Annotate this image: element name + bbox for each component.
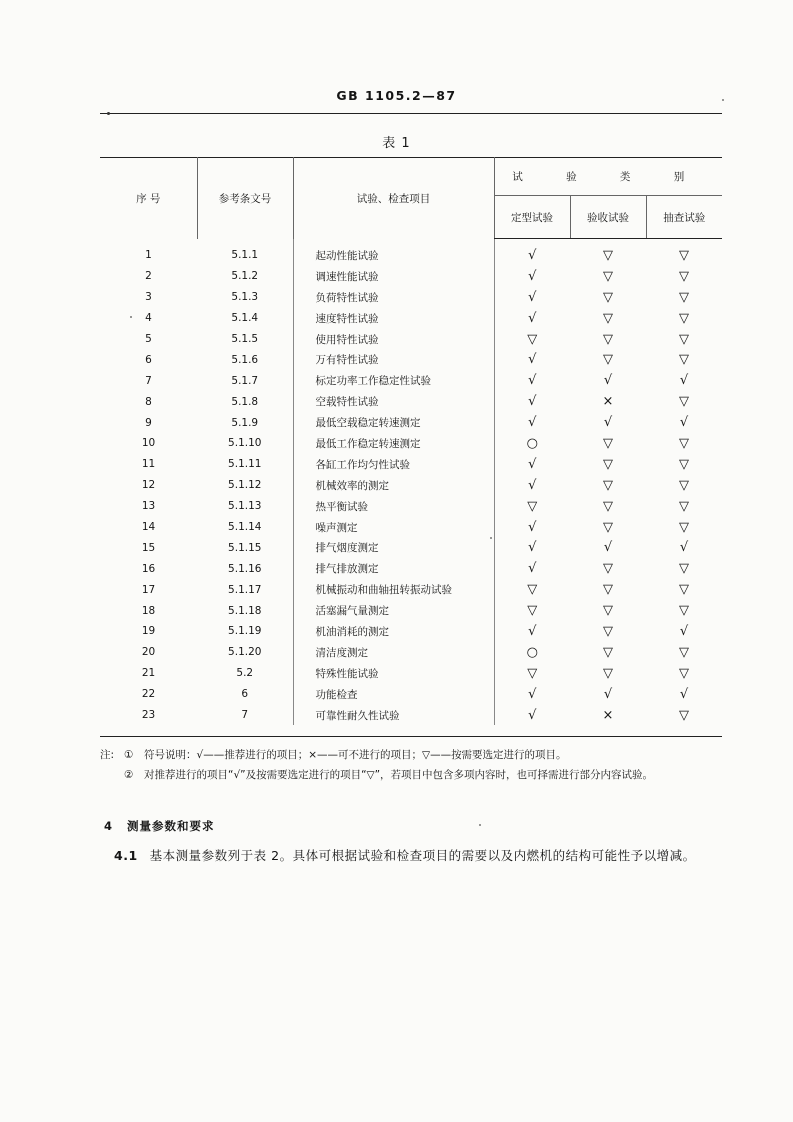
acceptance-test-mark: ▽ — [603, 289, 613, 305]
acceptance-test-mark: × — [602, 394, 614, 410]
seq-cell: 1 — [145, 249, 152, 262]
sampling-test-mark: ▽ — [679, 247, 689, 263]
page-header: GB 1105.2—87 — [336, 88, 457, 103]
seq-cell: 12 — [141, 479, 156, 492]
table-row — [100, 600, 722, 621]
header-ref: 参考条文号 — [197, 158, 293, 239]
seq-cell: 23 — [141, 709, 156, 722]
sampling-test-mark: ▽ — [679, 268, 689, 284]
item-cell: 机械效率的测定 — [293, 475, 494, 496]
seq-cell: 15 — [141, 541, 156, 554]
item-cell: 特殊性能试验 — [293, 663, 494, 684]
scan-speck — [490, 537, 492, 539]
type-test-mark: √ — [528, 686, 537, 702]
ref-cell: 5.1.13 — [228, 500, 262, 513]
scan-speck — [130, 316, 132, 318]
note-row-2 — [100, 765, 740, 785]
acceptance-test-mark: × — [602, 707, 614, 723]
sampling-test-mark: √ — [679, 686, 689, 702]
sampling-test-mark: √ — [679, 623, 689, 639]
sampling-test-mark: √ — [679, 373, 689, 389]
sampling-test-mark: ▽ — [679, 498, 689, 514]
item-cell: 起动性能试验 — [293, 239, 494, 266]
table-row — [100, 663, 722, 684]
note-text-1: 符号说明：√——推荐进行的项目；×——可不进行的项目；▽——按需要选定进行的项目。 — [144, 749, 567, 761]
ref-cell: 5.1.14 — [228, 521, 262, 534]
type-test-mark: √ — [528, 707, 537, 723]
item-cell: 热平衡试验 — [293, 496, 494, 517]
type-test-mark: √ — [528, 456, 537, 472]
item-cell: 空载特性试验 — [293, 391, 494, 412]
acceptance-test-mark: √ — [603, 415, 613, 431]
seq-cell: 4 — [145, 312, 152, 325]
sampling-test-mark: ▽ — [679, 665, 689, 681]
item-cell: 机油消耗的测定 — [293, 621, 494, 642]
ref-cell: 5.1.8 — [231, 395, 259, 408]
type-test-mark: √ — [528, 352, 537, 368]
table-row — [100, 705, 722, 726]
ref-cell: 5.1.20 — [228, 646, 262, 659]
ref-cell: 5.1.10 — [228, 437, 262, 450]
ref-cell: 5.1.3 — [231, 291, 259, 304]
header-item: 试验、检查项目 — [293, 158, 494, 239]
table-body — [100, 239, 722, 726]
type-test-mark: ▽ — [527, 331, 538, 347]
type-test-mark: √ — [528, 540, 537, 556]
type-test-mark: ○ — [526, 644, 538, 660]
acceptance-test-mark: ▽ — [603, 519, 613, 535]
item-cell: 可靠性耐久性试验 — [293, 705, 494, 726]
item-cell: 调速性能试验 — [293, 266, 494, 287]
note-number-2: ② — [124, 769, 134, 781]
sampling-test-mark: ▽ — [679, 310, 689, 326]
seq-cell: 21 — [141, 667, 156, 680]
acceptance-test-mark: √ — [603, 373, 613, 389]
seq-cell: 17 — [141, 583, 156, 596]
acceptance-test-mark: ▽ — [603, 477, 613, 493]
item-cell: 万有特性试验 — [293, 349, 494, 370]
sampling-test-mark: √ — [679, 540, 689, 556]
paragraph-text: 基本测量参数列于表 2。具体可根据试验和检查项目的需要以及内燃机的结构可能性予以增减。 — [149, 848, 696, 863]
ref-cell: 5.1.11 — [228, 458, 262, 471]
item-cell: 最低工作稳定转速测定 — [293, 433, 494, 454]
ref-cell: 5.1.2 — [231, 270, 259, 283]
acceptance-test-mark: ▽ — [603, 247, 613, 263]
sampling-test-mark: ▽ — [679, 477, 689, 493]
item-cell: 排气烟度测定 — [293, 537, 494, 558]
ref-cell: 5.1.18 — [228, 604, 262, 617]
item-cell: 速度特性试验 — [293, 308, 494, 329]
item-cell: 噪声测定 — [293, 517, 494, 538]
sampling-test-mark: ▽ — [679, 456, 689, 472]
seq-cell: 5 — [145, 333, 152, 345]
type-test-mark: √ — [528, 247, 537, 263]
table-row — [100, 370, 722, 391]
acceptance-test-mark: ▽ — [603, 310, 613, 326]
seq-cell: 8 — [145, 395, 152, 408]
table-row — [100, 349, 722, 370]
type-test-mark: ▽ — [527, 665, 538, 681]
table-row — [100, 391, 722, 412]
table-row — [100, 454, 722, 475]
acceptance-test-mark: ▽ — [603, 644, 613, 660]
item-cell: 清洁度测定 — [293, 642, 494, 663]
acceptance-test-mark: ▽ — [603, 352, 613, 368]
section-number: 4 — [104, 819, 114, 833]
table-row — [100, 642, 722, 663]
table-row — [100, 579, 722, 600]
sampling-test-mark: ▽ — [679, 394, 689, 410]
header-acceptance-test: 验收试验 — [570, 196, 646, 239]
table-row — [100, 239, 722, 266]
paragraph-number: 4.1 — [114, 848, 138, 863]
table-row — [100, 517, 722, 538]
type-test-mark: √ — [528, 415, 537, 431]
acceptance-test-mark: ▽ — [603, 456, 613, 472]
ref-cell: 5.1.12 — [228, 479, 262, 492]
header-sampling-test: 抽查试验 — [646, 196, 722, 239]
acceptance-test-mark: ▽ — [603, 603, 613, 619]
item-cell: 标定功率工作稳定性试验 — [293, 370, 494, 391]
table-row — [100, 266, 722, 287]
item-cell: 各缸工作均匀性试验 — [293, 454, 494, 475]
seq-cell: 13 — [141, 500, 156, 513]
type-test-mark: √ — [528, 477, 537, 493]
ref-cell: 5.1.9 — [231, 416, 259, 429]
type-test-mark: ▽ — [527, 582, 538, 598]
type-test-mark: √ — [528, 519, 537, 535]
ref-cell: 5.1.17 — [228, 583, 262, 596]
table-notes — [100, 745, 740, 785]
table-row — [100, 496, 722, 517]
table-title: 表 1 — [382, 136, 411, 151]
table-row — [100, 684, 722, 705]
ref-cell: 6 — [241, 688, 249, 701]
table-row — [100, 287, 722, 308]
seq-cell: 22 — [141, 688, 156, 701]
ref-cell: 7 — [241, 709, 249, 722]
item-cell: 使用特性试验 — [293, 329, 494, 350]
table-bottom-rule — [100, 736, 722, 737]
sampling-test-mark: √ — [679, 415, 689, 431]
ref-cell: 5.1.16 — [228, 562, 262, 575]
acceptance-test-mark: ▽ — [603, 582, 613, 598]
scan-speck — [107, 112, 110, 115]
table-row — [100, 412, 722, 433]
paragraph-4-1 — [104, 845, 730, 867]
sampling-test-mark: ▽ — [679, 289, 689, 305]
acceptance-test-mark: ▽ — [603, 665, 613, 681]
item-cell: 活塞漏气量测定 — [293, 600, 494, 621]
header-rule — [100, 113, 722, 114]
table-row — [100, 621, 722, 642]
table-row — [100, 475, 722, 496]
section-title: 测量参数和要求 — [127, 819, 215, 833]
ref-cell: 5.1.15 — [228, 541, 262, 554]
table-row — [100, 329, 722, 350]
sampling-test-mark: ▽ — [679, 582, 689, 598]
seq-cell: 10 — [141, 437, 156, 450]
note-number-1: ① — [124, 749, 134, 761]
type-test-mark: √ — [528, 289, 537, 305]
seq-cell: 9 — [145, 416, 152, 429]
seq-cell: 14 — [141, 521, 156, 534]
sampling-test-mark: ▽ — [679, 707, 689, 723]
acceptance-test-mark: √ — [603, 686, 613, 702]
item-cell: 排气排放测定 — [293, 558, 494, 579]
scan-speck — [722, 99, 724, 101]
section-heading — [104, 818, 229, 834]
acceptance-test-mark: ▽ — [603, 435, 613, 451]
type-test-mark: √ — [528, 268, 537, 284]
sampling-test-mark: ▽ — [679, 561, 689, 577]
sampling-test-mark: ▽ — [679, 352, 689, 368]
type-test-mark: ▽ — [527, 603, 538, 619]
seq-cell: 18 — [141, 604, 156, 617]
sampling-test-mark: ▽ — [679, 331, 689, 347]
ref-cell: 5.1.1 — [231, 249, 259, 262]
scan-speck — [479, 824, 481, 826]
item-cell: 负荷特性试验 — [293, 287, 494, 308]
table-row — [100, 308, 722, 329]
ref-cell: 5.2 — [236, 667, 254, 680]
type-test-mark: √ — [528, 623, 537, 639]
seq-cell: 11 — [141, 458, 156, 471]
item-cell: 最低空载稳定转速测定 — [293, 412, 494, 433]
ref-cell: 5.1.19 — [228, 625, 262, 638]
type-test-mark: √ — [528, 561, 537, 577]
header-seq: 序 号 — [136, 192, 161, 205]
seq-cell: 6 — [145, 353, 152, 366]
acceptance-test-mark: ▽ — [603, 498, 613, 514]
item-cell: 机械振动和曲轴扭转振动试验 — [293, 579, 494, 600]
sampling-test-mark: ▽ — [679, 603, 689, 619]
note-text-2: 对推荐进行的项目“√”及按需要选定进行的项目“▽”，若项目中包含多项内容时，也可择需进行部分内容试验。 — [144, 769, 654, 781]
seq-cell: 16 — [141, 562, 156, 575]
type-test-mark: √ — [528, 373, 537, 389]
type-test-mark: ▽ — [527, 498, 538, 514]
acceptance-test-mark: √ — [603, 540, 613, 556]
test-items-table — [100, 157, 722, 725]
seq-cell: 20 — [141, 646, 156, 659]
sampling-test-mark: ▽ — [679, 435, 689, 451]
ref-cell: 5.1.4 — [231, 312, 259, 325]
table-row — [100, 433, 722, 454]
ref-cell: 5.1.6 — [231, 353, 259, 366]
note-label: 注: — [100, 749, 115, 761]
type-test-mark: ○ — [526, 435, 538, 451]
seq-cell: 3 — [145, 291, 152, 304]
header-test-category: 试 验 类 别 — [494, 158, 722, 196]
seq-cell: 19 — [141, 625, 156, 638]
table-row — [100, 558, 722, 579]
acceptance-test-mark: ▽ — [603, 331, 613, 347]
header-type-test: 定型试验 — [494, 196, 570, 239]
ref-cell: 5.1.5 — [231, 333, 259, 345]
seq-cell: 7 — [145, 374, 152, 387]
ref-cell: 5.1.7 — [231, 374, 259, 387]
acceptance-test-mark: ▽ — [603, 561, 613, 577]
sampling-test-mark: ▽ — [679, 519, 689, 535]
sampling-test-mark: ▽ — [679, 644, 689, 660]
item-cell: 功能检查 — [293, 684, 494, 705]
acceptance-test-mark: ▽ — [603, 268, 613, 284]
type-test-mark: √ — [528, 310, 537, 326]
table-row — [100, 537, 722, 558]
acceptance-test-mark: ▽ — [603, 623, 613, 639]
type-test-mark: √ — [528, 394, 537, 410]
note-row-1 — [100, 745, 740, 765]
seq-cell: 2 — [145, 270, 152, 283]
